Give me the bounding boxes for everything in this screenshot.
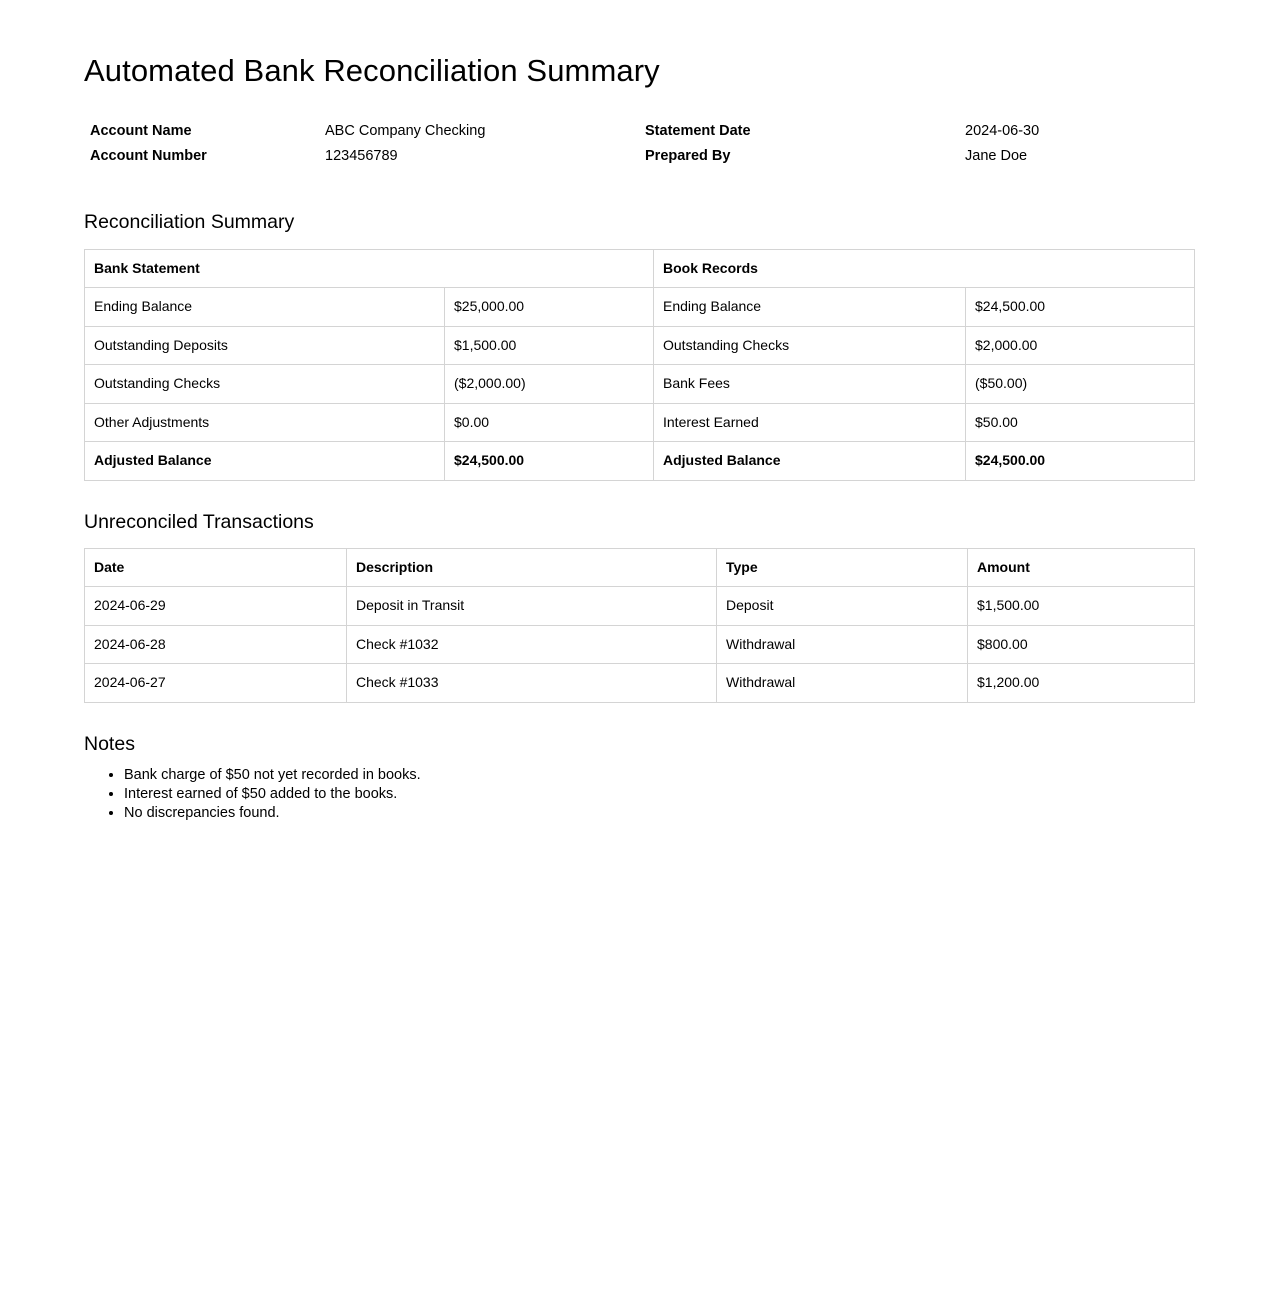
book-value: $2,000.00: [966, 326, 1195, 365]
column-header-description: Description: [347, 548, 717, 587]
table-row: [85, 403, 1195, 442]
table-row: [85, 365, 1195, 404]
column-header-date: Date: [85, 548, 347, 587]
bank-label: Ending Balance: [85, 288, 445, 327]
cell-type: Withdrawal: [717, 664, 968, 703]
book-value: $24,500.00: [966, 442, 1195, 481]
table-row: [85, 326, 1195, 365]
cell-type: Deposit: [717, 587, 968, 626]
table-row: [85, 625, 1195, 664]
bank-value: $24,500.00: [445, 442, 654, 481]
table-row: [85, 288, 1195, 327]
notes-list: [84, 766, 1194, 823]
meta-value-account-name: ABC Company Checking: [325, 123, 486, 140]
meta-label-statement-date: Statement Date: [645, 123, 751, 140]
bank-label: Outstanding Deposits: [85, 326, 445, 365]
bank-label: Adjusted Balance: [85, 442, 445, 481]
cell-description: Check #1032: [347, 625, 717, 664]
list-item: • No discrepancies found.: [124, 804, 1194, 823]
unreconciled-transactions-heading: Unreconciled Transactions: [84, 510, 314, 533]
table-header-row: [85, 548, 1195, 587]
bank-value: $0.00: [445, 403, 654, 442]
meta-value-statement-date: 2024-06-30: [965, 123, 1040, 140]
cell-type: Withdrawal: [717, 625, 968, 664]
cell-date: 2024-06-28: [85, 625, 347, 664]
bank-value: ($2,000.00): [445, 365, 654, 404]
column-header-book-records: Book Records: [654, 249, 1195, 288]
meta-label-account-name: Account Name: [90, 123, 192, 140]
bank-label: Outstanding Checks: [85, 365, 445, 404]
notes-heading: Notes: [84, 732, 135, 755]
cell-description: Deposit in Transit: [347, 587, 717, 626]
book-label: Interest Earned: [654, 403, 966, 442]
book-label: Outstanding Checks: [654, 326, 966, 365]
cell-amount: $1,500.00: [968, 587, 1195, 626]
account-metadata: [90, 119, 1194, 169]
table-header-row: [85, 249, 1195, 288]
book-label: Bank Fees: [654, 365, 966, 404]
column-header-type: Type: [717, 548, 968, 587]
bank-value: $1,500.00: [445, 326, 654, 365]
table-row-total: [85, 442, 1195, 481]
cell-date: 2024-06-29: [85, 587, 347, 626]
list-item: • Bank charge of $50 not yet recorded in books.: [124, 766, 1194, 785]
reconciliation-summary-heading: Reconciliation Summary: [84, 211, 295, 234]
book-value: $50.00: [966, 403, 1195, 442]
table-row: [85, 587, 1195, 626]
cell-amount: $800.00: [968, 625, 1195, 664]
book-value: ($50.00): [966, 365, 1195, 404]
column-header-bank-statement: Bank Statement: [85, 249, 654, 288]
meta-label-account-number: Account Number: [90, 148, 207, 165]
column-header-amount: Amount: [968, 548, 1195, 587]
bank-value: $25,000.00: [445, 288, 654, 327]
meta-value-account-number: 123456789: [325, 148, 398, 165]
unreconciled-transactions-table: [84, 548, 1195, 703]
meta-label-prepared-by: Prepared By: [645, 148, 731, 165]
meta-value-prepared-by: Jane Doe: [965, 148, 1028, 165]
bank-label: Other Adjustments: [85, 403, 445, 442]
book-label: Ending Balance: [654, 288, 966, 327]
reconciliation-summary-table: [84, 249, 1195, 481]
cell-amount: $1,200.00: [968, 664, 1195, 703]
table-row: [85, 664, 1195, 703]
page-title: Automated Bank Reconciliation Summary: [84, 53, 660, 88]
cell-description: Check #1033: [347, 664, 717, 703]
book-value: $24,500.00: [966, 288, 1195, 327]
book-label: Adjusted Balance: [654, 442, 966, 481]
cell-date: 2024-06-27: [85, 664, 347, 703]
list-item: • Interest earned of $50 added to the books.: [124, 785, 1194, 804]
